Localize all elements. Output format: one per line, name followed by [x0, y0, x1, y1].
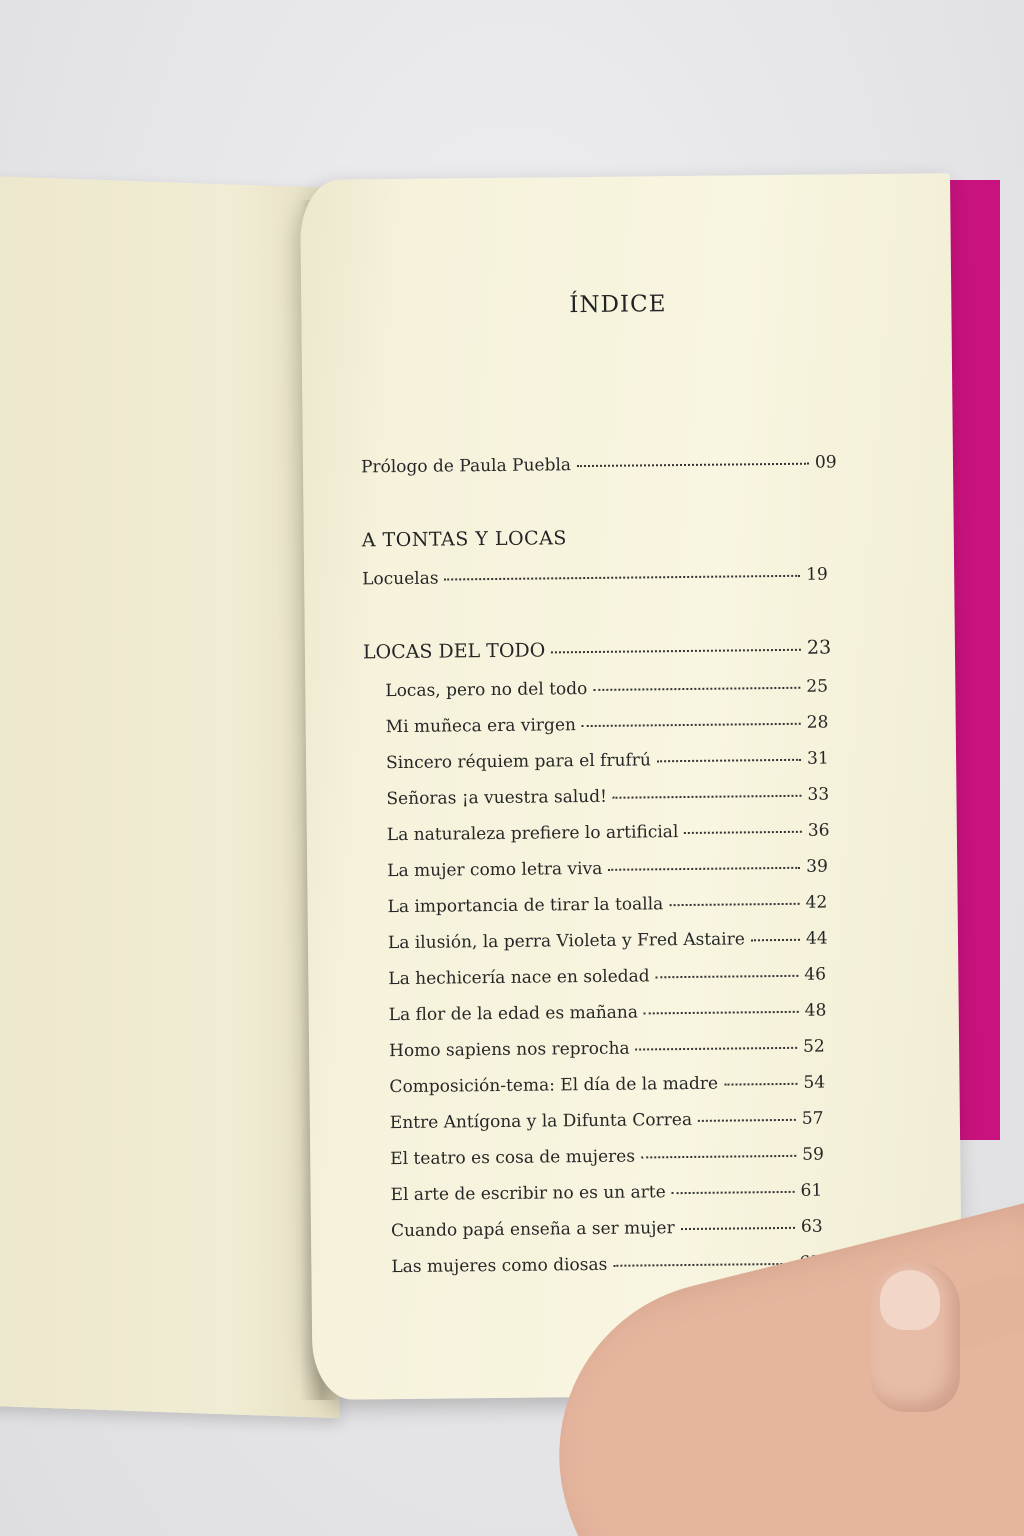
entry-label: La importancia de tirar la toalla: [387, 894, 664, 918]
entry-label: Cuando papá enseña a ser mujer: [390, 1218, 675, 1242]
toc-entry: [389, 1036, 837, 1061]
toc-entry: [389, 1072, 837, 1097]
entry-page: 63: [800, 1216, 823, 1237]
toc-entry: [390, 1108, 836, 1133]
entry-label: Locas, pero no del todo: [385, 679, 588, 702]
entry-label: La naturaleza prefiere lo artificial: [386, 822, 679, 846]
entry-label: Señoras ¡a vuestra salud!: [386, 786, 608, 810]
toc-entry: [385, 676, 840, 701]
leader-dots: [644, 1011, 799, 1015]
toc-entry: [390, 1144, 836, 1169]
toc-entry: [388, 892, 840, 917]
entry-page: 59: [802, 1144, 824, 1165]
prologue-entry: [361, 452, 849, 477]
entry-page: 19: [806, 564, 828, 585]
leader-dots: [445, 575, 801, 581]
leader-dots: [684, 831, 802, 834]
entry-page: 28: [806, 712, 829, 733]
left-page: [0, 176, 340, 1419]
entry-label: Entre Antígona y la Difunta Correa: [389, 1109, 693, 1134]
leader-dots: [656, 975, 799, 978]
thumbnail: [880, 1270, 940, 1330]
entry-label: Homo sapiens nos reprocha: [389, 1038, 630, 1062]
index-title: ÍNDICE: [569, 291, 667, 319]
section-heading-a-tontas: A TONTAS Y LOCAS: [361, 527, 567, 552]
section-heading-label: LOCAS DEL TODO: [362, 639, 546, 664]
entry-label: Locuelas: [362, 568, 439, 590]
entry-label: La mujer como letra viva: [387, 858, 603, 882]
entry-page: 31: [806, 748, 829, 769]
toc-entry: [391, 1180, 835, 1205]
entry-page: 61: [800, 1180, 823, 1201]
leader-dots: [613, 1263, 793, 1267]
entry-page: 48: [804, 1000, 827, 1021]
index-page: [300, 173, 963, 1400]
entry-page: 36: [807, 820, 830, 841]
entry-label: Sincero réquiem para el frufrú: [386, 750, 651, 774]
entry-label: El arte de escribir no es un arte: [390, 1182, 666, 1206]
leader-dots: [681, 1227, 795, 1230]
prologue-label: Prólogo de Paula Puebla: [360, 455, 572, 478]
entry-label: Las mujeres como diosas: [391, 1254, 608, 1278]
toc-entry: [389, 1000, 839, 1025]
entry-label: La ilusión, la perra Violeta y Fred Astaire: [387, 929, 745, 954]
entry-page: 42: [805, 892, 828, 913]
entry-page: 54: [803, 1072, 826, 1093]
leader-dots: [608, 867, 800, 871]
leader-dots: [724, 1083, 797, 1086]
section-page: 23: [806, 636, 832, 659]
leader-dots: [551, 649, 801, 654]
leader-dots: [672, 1191, 795, 1194]
toc-entry: [362, 564, 840, 589]
entry-label: Mi muñeca era virgen: [385, 715, 577, 738]
entry-label: La flor de la edad es mañana: [388, 1002, 639, 1026]
leader-dots: [698, 1119, 796, 1122]
toc-entry: [386, 784, 841, 809]
entry-page: 44: [805, 928, 828, 949]
leader-dots: [613, 795, 802, 799]
section-heading-locas-del-todo: [363, 636, 841, 663]
leader-dots: [751, 939, 800, 942]
entry-page: 57: [801, 1108, 824, 1129]
leader-dots: [582, 723, 801, 727]
leader-dots: [636, 1047, 798, 1051]
toc-entry: [388, 928, 840, 953]
entry-page: 39: [806, 856, 828, 877]
entry-page: 25: [806, 676, 829, 697]
prologue-page: 09: [814, 452, 837, 473]
toc-entry: [388, 964, 838, 989]
entry-label: Composición-tema: El día de la madre: [389, 1073, 719, 1098]
toc-entry: [391, 1216, 835, 1241]
toc-entry: [387, 820, 842, 845]
entry-label: El teatro es cosa de mujeres: [390, 1146, 636, 1170]
leader-dots: [577, 463, 809, 467]
entry-page: 46: [804, 964, 827, 985]
leader-dots: [657, 759, 801, 763]
entry-page: 52: [802, 1036, 825, 1057]
leader-dots: [593, 687, 800, 691]
entry-page: 33: [807, 784, 830, 805]
toc-entry: [386, 748, 841, 773]
toc-entry: [386, 712, 841, 737]
leader-dots: [669, 903, 799, 906]
entry-label: La hechicería nace en soledad: [388, 966, 650, 990]
toc-entry: [387, 856, 840, 881]
leader-dots: [641, 1155, 796, 1159]
